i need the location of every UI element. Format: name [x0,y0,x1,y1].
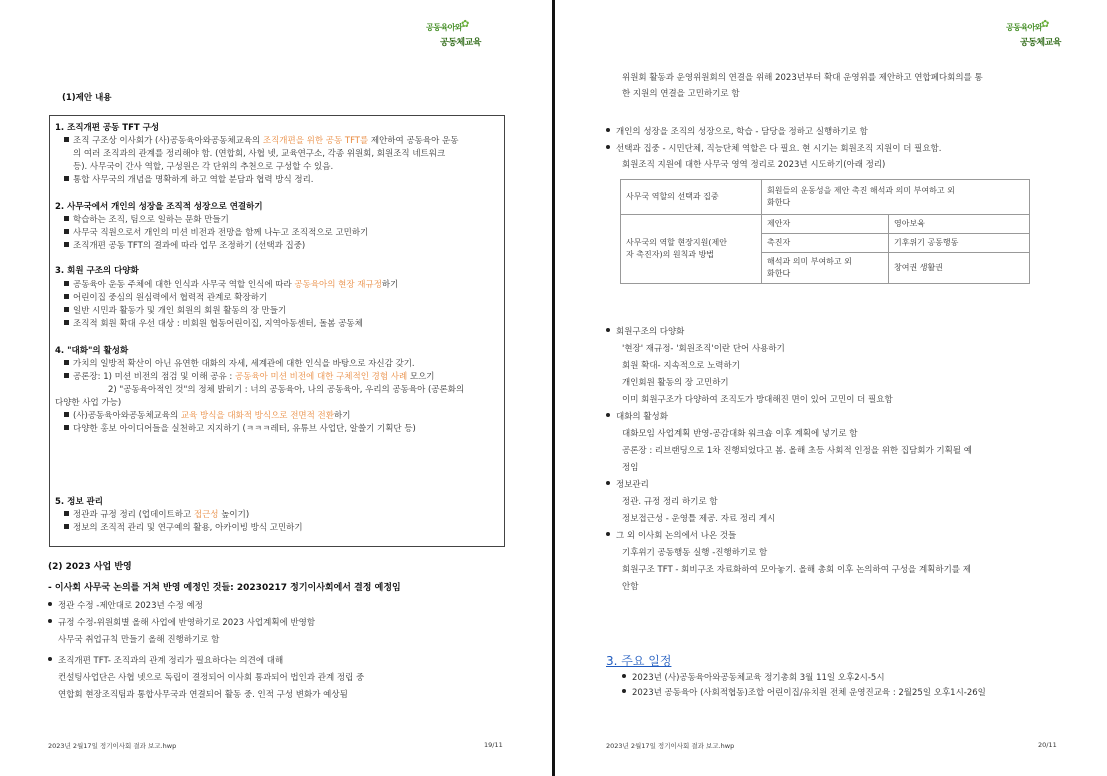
bullet-icon [606,481,610,485]
table-row [621,215,1030,234]
square-bullet-icon [64,412,69,417]
list-item-cont: 등). 사무국이 간사 역할, 구성원은 각 단위의 추천으로 구성할 수 있음. [73,162,334,172]
page-20 [556,0,1107,776]
footer-filename: 2023년 2월17일 정기이사회 결과 보고.hwp [48,742,177,750]
bullet-icon [622,689,626,693]
square-bullet-icon [64,216,69,221]
list-item: 학습하는 조직, 팀으로 일하는 문화 만들기 [64,214,229,226]
list-item-cont: 다양한 사업 가능) [55,398,122,408]
square-bullet-icon [64,307,69,312]
footer-page-number: 19/11 [484,741,503,749]
page-divider [552,0,555,776]
list-item: 선택과 집중 - 시민단체, 직능단체 역할은 다 필요. 현 시기는 회원조직 지원이 더 필요함. [606,143,941,155]
list-item: 공론장: 1) 미션 비전의 점검 및 이해 공유 : 공동육아 미션 비전에 대한 구체적인 경험 사례 모으기 [64,371,435,383]
square-bullet-icon [64,281,69,286]
table-cell: 사무국 역할의 선택과 집중 [621,180,762,215]
list-item-cont: 안함 [622,582,639,592]
square-bullet-icon [64,373,69,378]
paragraph-line: 위원회 활동과 운영위원회의 연결을 위해 2023년부터 확대 운영위를 제안하고 연합페다회의를 통 [622,73,983,83]
box-title-5: 5. 정보 관리 [55,497,103,507]
bullet-icon [606,128,610,132]
list-item: 어린이집 중심의 원심력에서 협력적 관계로 확장하기 [64,292,267,304]
square-bullet-icon [64,176,69,181]
square-bullet-icon [64,524,69,529]
table-cell: 창여권 생활권 [889,253,1030,284]
list-item: 가치의 일방적 확산이 아닌 유연한 대화의 자세, 세계관에 대한 인식을 바탕으로 자신감 갖기. [64,358,415,370]
role-table [620,179,1030,284]
box-title-4: 4. "대화"의 활성화 [55,346,129,356]
box-title-1: 1. 조직개편 공동 TFT 구성 [55,123,160,133]
sprout-icon: ✿ [461,19,470,30]
list-item: 개인의 성장을 조직의 성장으로, 학습 - 담당을 정하고 실행하기로 함 [606,126,868,138]
page-19 [0,0,553,776]
bullet-icon [48,602,52,606]
list-item-cont: 기후위기 공동행동 실행 -진행하기로 함 [622,548,768,558]
list-item-cont: 정보접근성 - 운영틀 제공. 자료 정리 게시 [622,514,776,524]
list-item-cont: 회원 확대- 지속적으로 노력하기 [622,361,740,371]
decision-note: - 이사회 사무국 논의를 거쳐 반영 예정인 것들: 20230217 정기이사회에서 결정 예정임 [48,583,401,593]
list-item-cont: '현장' 재규정- '회원조직'이란 단어 사용하기 [622,344,785,354]
footer-filename: 2023년 2월17일 정기이사회 결과 보고.hwp [606,742,735,750]
table-cell: 사무국의 역할 현장지원(제안 자 촉진자)의 원칙과 방법 [621,215,762,284]
square-bullet-icon [64,229,69,234]
org-logo: 공동육아와 ✿ 공동체교육 [1006,19,1061,48]
paragraph-line: 한 지원의 연결을 고민하기로 함 [622,89,740,99]
list-item-cont: 2) "공동육아적인 것"의 정체 밝히기 : 너의 공동육아, 나의 공동육아, 우리의 공동육아 (공론화의 [108,385,465,395]
list-item: 사무국 직원으로서 개인의 미션 비전과 전망을 함께 나누고 조직적으로 고민하기 [64,227,368,239]
square-bullet-icon [64,511,69,516]
list-item-cont: 의 여러 조직과의 관계를 정리해야 함. (연합회, 사협 넷, 교육연구소, 각종 위원회, 회원조직 네트워크 [73,149,446,159]
bullet-icon [48,657,52,661]
list-item-cont: 정임 [622,463,639,473]
list-item: 정관과 규정 정리 (업데이트하고 접근성 높이기) [64,509,249,521]
list-item: 2023년 (사)공동육아와공동체교육 정기총회 3월 11일 오후2시-5시 [622,672,885,684]
table-cell: 영아보육 [889,215,1030,234]
section-heading-2: (2) 2023 사업 반영 [48,562,132,572]
bullet-icon [622,674,626,678]
bullet-icon [606,413,610,417]
list-item: 정보의 조직적 관리 및 연구예의 활용, 아카이빙 방식 고민하기 [64,522,303,534]
box-title-3: 3. 회원 구조의 다양화 [55,266,139,276]
list-item-cont: 개인회원 활동의 장 고민하기 [622,378,729,388]
square-bullet-icon [64,137,69,142]
sprout-icon: ✿ [1041,19,1050,30]
list-item: 그 외 이사회 논의에서 나온 것들 [606,530,736,542]
square-bullet-icon [64,320,69,325]
table-cell: 회원들의 운동성을 제안 촉진 해석과 의미 부여하고 외 화한다 [762,180,1030,215]
list-item: 조직개편 공동 TFT의 결과에 따라 업무 조정하기 (선택과 집중) [64,240,305,252]
list-item-cont: 회원조직 지원에 대한 사무국 영역 정리로 2023년 시도하기(아래 정리) [622,160,886,170]
square-bullet-icon [64,360,69,365]
list-item: 정관 수정 -제안대로 2023년 수정 예정 [48,600,203,612]
bullet-icon [606,328,610,332]
table-cell: 촉진자 [762,234,889,253]
table-cell: 제안자 [762,215,889,234]
table-cell: 기후위기 공동행동 [889,234,1030,253]
list-item-cont: 회원구조 TFT - 회비구조 자료화하여 모아놓기. 올해 총회 이후 논의하여 구성을 계획하기를 제 [622,565,971,575]
list-item: 공동육아 운동 주체에 대한 인식과 사무국 역할 인식에 따라 공동육아의 현장 재규정하기 [64,279,398,291]
list-item: 정보관리 [606,479,649,491]
list-item: 조직 구조상 이사회가 (사)공동육아와공동체교육의 조직개편을 위한 공동 TFT를 제안하여 공동육아 운동 [64,135,458,147]
list-item: (사)공동육아와공동체교육의 교육 방식을 대화적 방식으로 전면적 전환하기 [64,410,350,422]
list-item-cont: 대화모임 사업계획 반영-공감대화 워크숍 이후 계획에 넣기로 함 [622,429,858,439]
bullet-icon [606,532,610,536]
list-item: 통합 사무국의 개념을 명확하게 하고 역할 분담과 협력 방식 정리. [64,174,314,186]
list-item: 조직적 회원 확대 우선 대상 : 비회원 협동어린이집, 지역아동센터, 돌봄 공동체 [64,318,363,330]
list-item: 2023년 공동육아 (사회적협동)조합 어린이집/유치원 전체 운영진교육 : 2월25일 오후1시-26일 [622,687,986,699]
list-item-cont: 사무국 취업규칙 만들기 올해 진행하기로 함 [58,635,220,645]
list-item: 조직개편 TFT- 조직과의 관계 정리가 필요하다는 의견에 대해 [48,655,283,667]
table-row [621,180,1030,215]
square-bullet-icon [64,425,69,430]
box-title-2: 2. 사무국에서 개인의 성장을 조직적 성장으로 연결하기 [55,202,263,212]
org-logo: 공동육아와 ✿ 공동체교육 [426,19,481,48]
square-bullet-icon [64,242,69,247]
list-item-cont: 연합회 현장조직팀과 통합사무국과 연결되어 활동 중. 인적 구성 변화가 예상됨 [58,690,348,700]
list-item-cont: 컨설팅사업단은 사협 넷으로 독립이 결정되어 이사회 통과되어 법인과 관계 정립 중 [58,673,365,683]
list-item: 일반 시민과 활동가 및 개인 회원의 회원 활동의 장 만들기 [64,305,286,317]
footer-page-number: 20/11 [1038,741,1057,749]
schedule-heading: 3. 주요 일정 [606,654,672,668]
square-bullet-icon [64,294,69,299]
list-item-cont: 정관. 규정 정리 하기로 함 [622,497,718,507]
section-heading: (1)제안 내용 [62,93,112,103]
bullet-icon [606,145,610,149]
list-item: 규정 수정-위원회별 올해 사업에 반영하기로 2023 사업계획에 반영함 [48,617,315,629]
list-item: 다양한 홍보 아이디어들을 실천하고 지지하기 (ㅋㅋㅋ레터, 유튜브 사업단, 알쓸기 기획단 등) [64,423,416,435]
bullet-icon [48,619,52,623]
list-item: 대화의 활성화 [606,411,668,423]
table-cell: 해석과 의미 부여하고 외 화한다 [762,253,889,284]
list-item-cont: 공론장 : 리브랜딩으로 1차 진행되었다고 봄. 올해 초등 사회적 인정을 위한 집담회가 기획될 예 [622,446,972,456]
list-item: 회원구조의 다양화 [606,326,684,338]
list-item-cont: 이미 회원구조가 다양하여 조직도가 방대해진 면이 있어 고민이 더 필요함 [622,395,893,405]
